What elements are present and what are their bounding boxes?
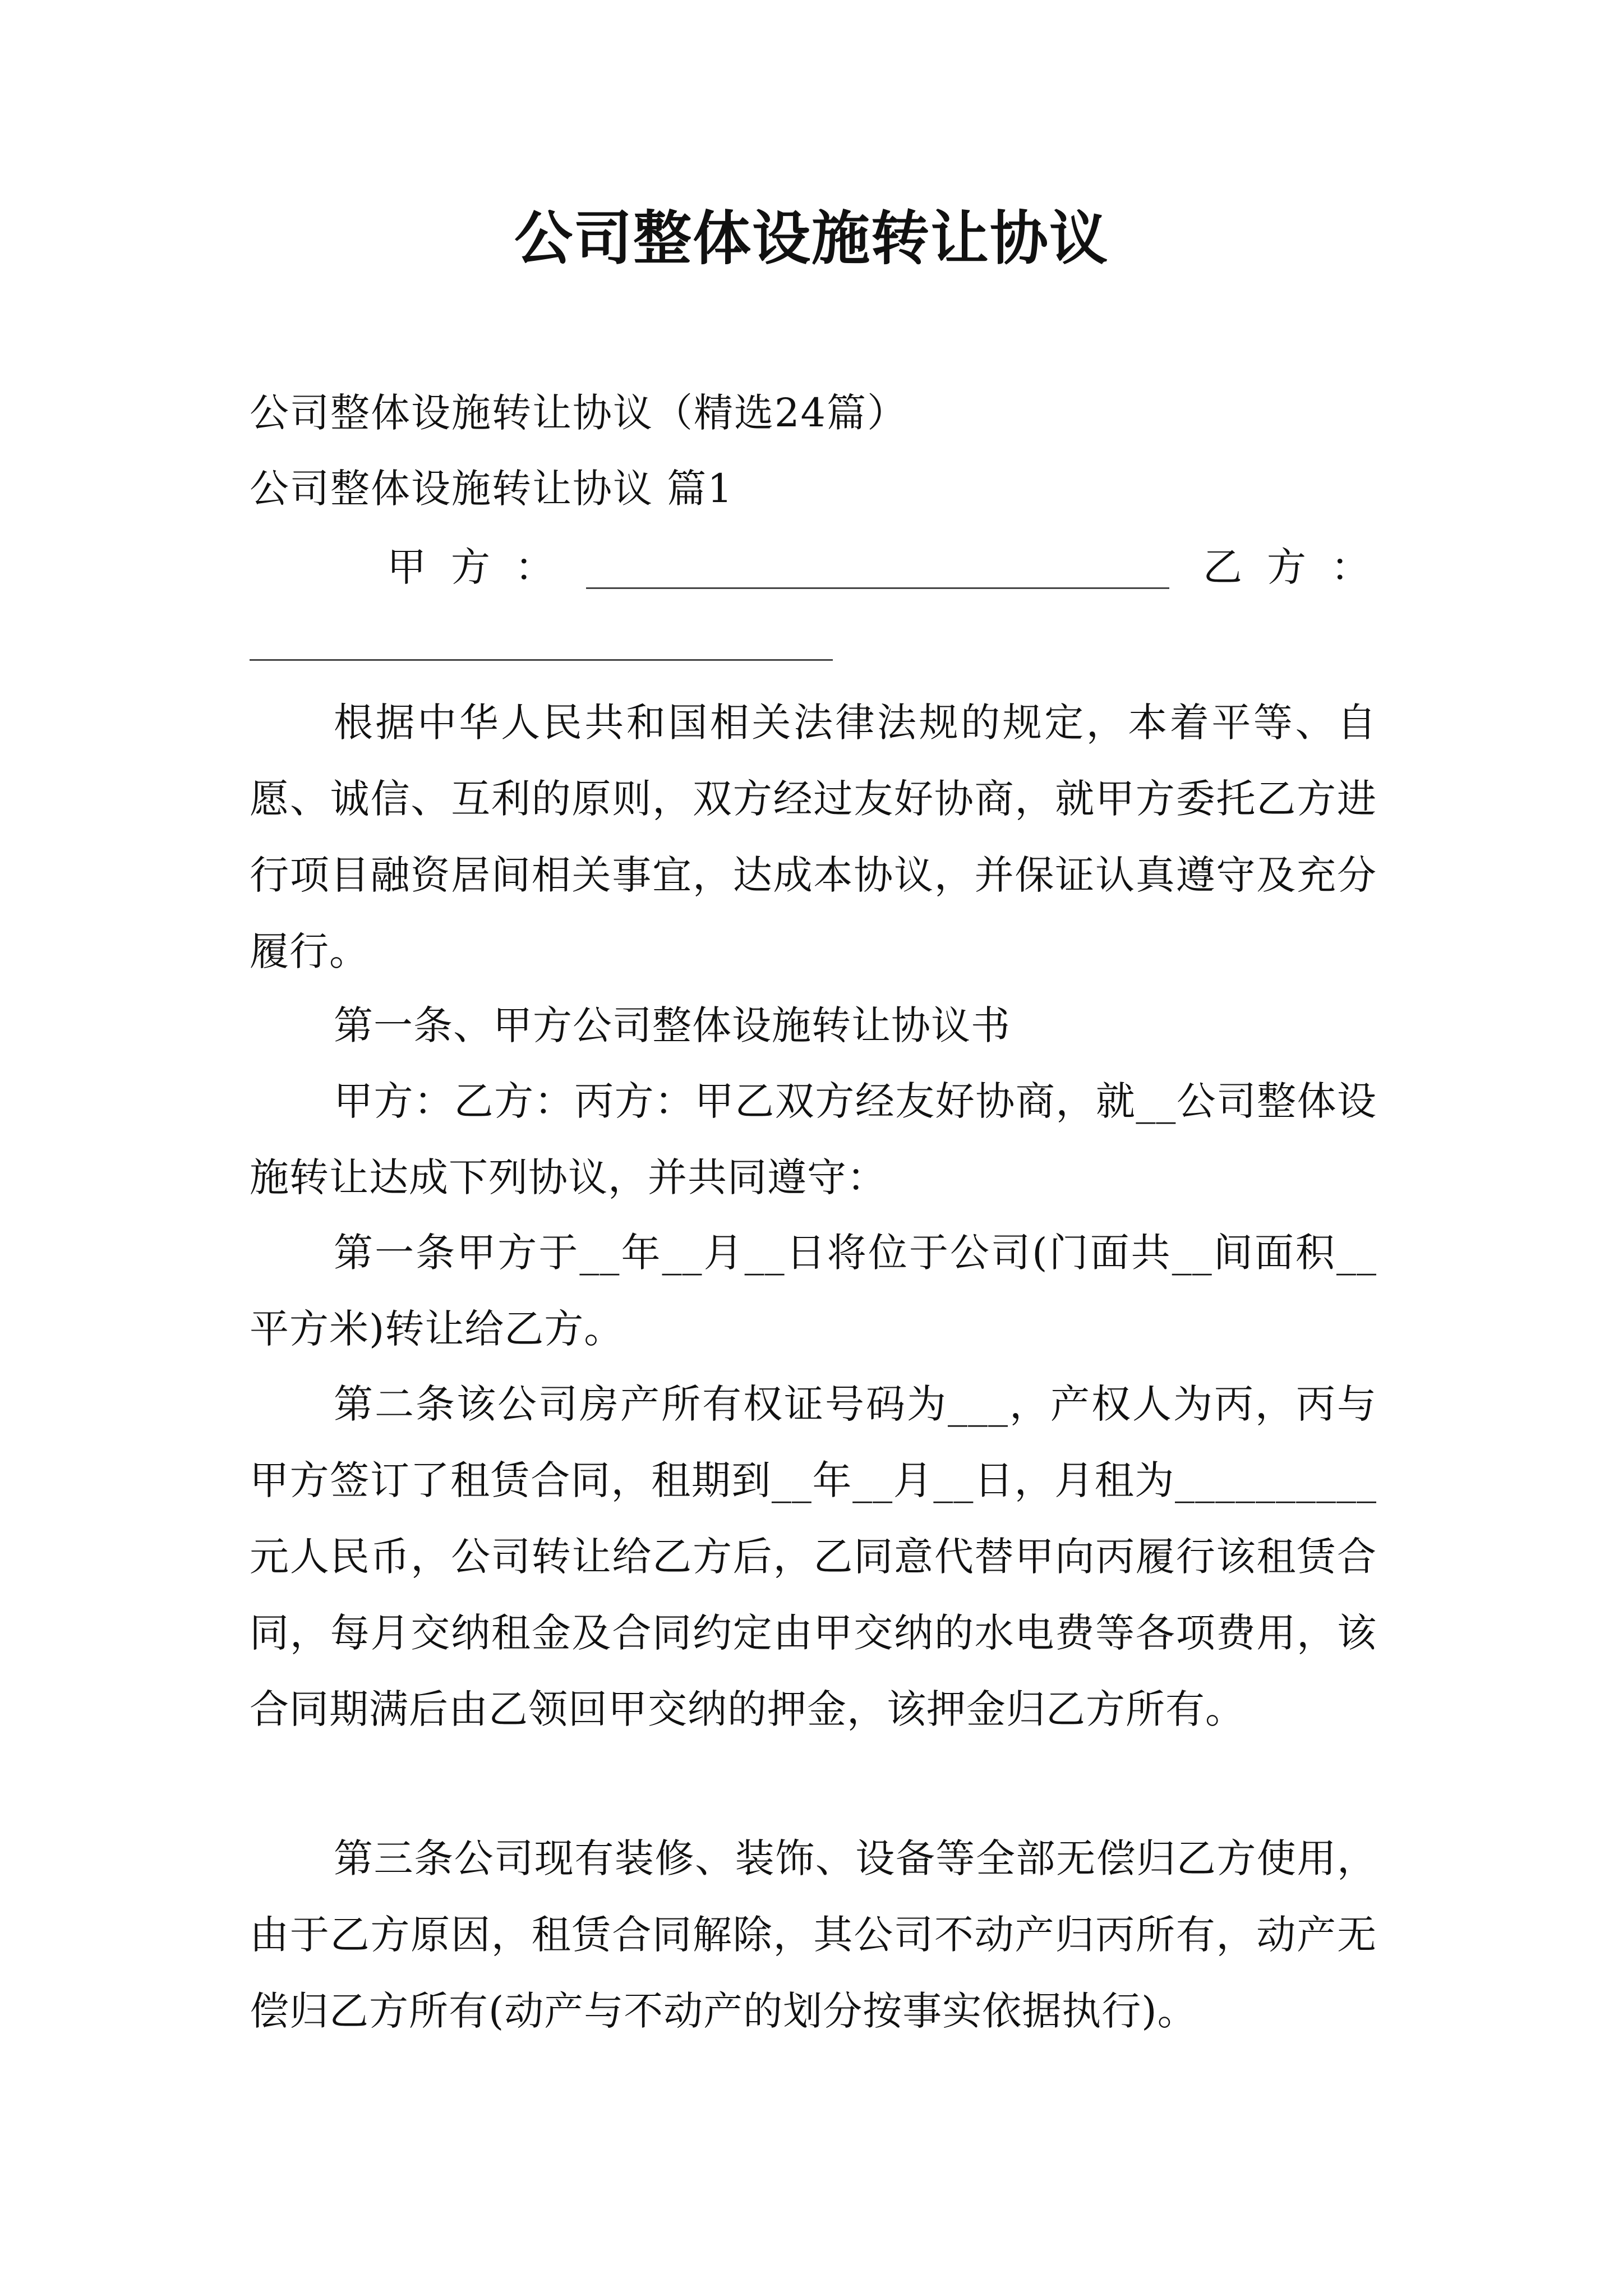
document-title: 公司整体设施转让协议 bbox=[514, 204, 1109, 273]
paragraph-article-3: 第三条公司现有装修、装饰、设备等全部无偿归乙方使用，由于乙方原因，租赁合同解除，其公司不动产归丙所有，动产无偿归乙方所有(动产与不动产的划分按事实依据执行)。 bbox=[250, 1835, 1377, 2034]
paragraph-article-2: 第二条该公司房产所有权证号码为___，产权人为丙，丙与甲方签订了租赁合同，租期到__年__月__日，月租为__________元人民币，公司转让给乙方后，乙同意代替甲向丙履行该租赁合同，每月交纳租金及合同约定由甲交纳的水电费等各项费用，该合同期满后由乙领回甲交纳的押金，该押金归乙方所有。 bbox=[250, 1381, 1377, 1732]
party-a-blank bbox=[586, 587, 1169, 589]
paragraph-article-1: 第一条甲方于__年__月__日将位于公司(门面共__间面积__平方米)转让给乙方。 bbox=[250, 1230, 1377, 1352]
document-subtitle: 公司整体设施转让协议（精选24篇） bbox=[250, 390, 908, 436]
paragraph-preamble: 根据中华人民共和国相关法律法规的规定，本着平等、自愿、诚信、互利的原则，双方经过友好协商，就甲方委托乙方进行项目融资居间相关事宜，达成本协议，并保证认真遵守及充分履行。 bbox=[250, 700, 1377, 974]
party-a-label: 甲方： bbox=[387, 544, 579, 590]
section-heading: 公司整体设施转让协议 篇1 bbox=[250, 466, 734, 512]
party-b-label: 乙方： bbox=[1203, 544, 1395, 590]
paragraph-article-heading: 第一条、甲方公司整体设施转让协议书 bbox=[334, 1002, 1011, 1048]
party-b-blank bbox=[250, 659, 833, 661]
party-signature-line bbox=[250, 541, 1395, 631]
paragraph-parties: 甲方：乙方：丙方：甲乙双方经友好协商，就__公司整体设施转让达成下列协议，并共同遵守： bbox=[250, 1078, 1377, 1200]
